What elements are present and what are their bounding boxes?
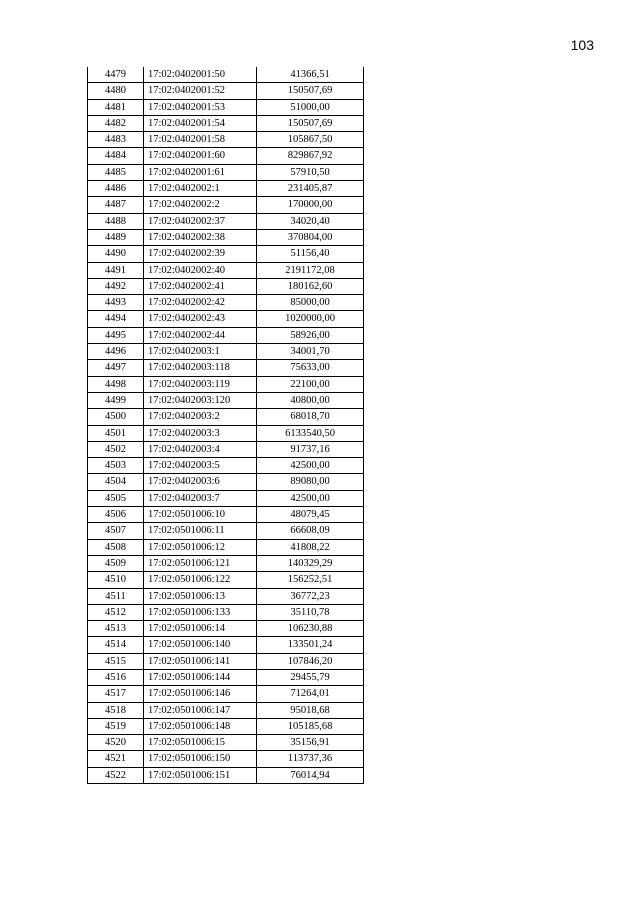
value-cell: 42500,00: [257, 458, 364, 474]
table-row: [88, 181, 364, 197]
value-cell: 91737,16: [257, 441, 364, 457]
value-cell: 133501,24: [257, 637, 364, 653]
table-row: [88, 409, 364, 425]
table-row: [88, 604, 364, 620]
cadastral-number: 17:02:0402002:43: [144, 311, 257, 327]
row-number: 4521: [88, 751, 144, 767]
table-row: [88, 132, 364, 148]
cadastral-number: 17:02:0402003:6: [144, 474, 257, 490]
table-row: [88, 572, 364, 588]
cadastral-number: 17:02:0402001:60: [144, 148, 257, 164]
cadastral-number: 17:02:0402003:118: [144, 360, 257, 376]
row-number: 4490: [88, 246, 144, 262]
cadastral-number: 17:02:0402001:61: [144, 164, 257, 180]
value-cell: 35156,91: [257, 735, 364, 751]
value-cell: 150507,69: [257, 83, 364, 99]
row-number: 4522: [88, 767, 144, 783]
cadastral-number: 17:02:0402003:4: [144, 441, 257, 457]
row-number: 4481: [88, 99, 144, 115]
row-number: 4518: [88, 702, 144, 718]
table-row: [88, 507, 364, 523]
row-number: 4514: [88, 637, 144, 653]
table-row: [88, 669, 364, 685]
value-cell: 107846,20: [257, 653, 364, 669]
cadastral-number: 17:02:0402002:42: [144, 295, 257, 311]
table-row: [88, 115, 364, 131]
cadastral-number: 17:02:0402003:2: [144, 409, 257, 425]
cadastral-number: 17:02:0501006:146: [144, 686, 257, 702]
row-number: 4487: [88, 197, 144, 213]
value-cell: 170000,00: [257, 197, 364, 213]
cadastral-number: 17:02:0402001:52: [144, 83, 257, 99]
table-row: [88, 588, 364, 604]
value-cell: 150507,69: [257, 115, 364, 131]
value-cell: 85000,00: [257, 295, 364, 311]
row-number: 4488: [88, 213, 144, 229]
value-cell: 1020000,00: [257, 311, 364, 327]
table-row: [88, 213, 364, 229]
value-cell: 34001,70: [257, 344, 364, 360]
cadastral-number: 17:02:0501006:15: [144, 735, 257, 751]
cadastral-number: 17:02:0402002:2: [144, 197, 257, 213]
data-table: [87, 67, 364, 784]
cadastral-number: 17:02:0501006:133: [144, 604, 257, 620]
table-row: [88, 67, 364, 83]
row-number: 4501: [88, 425, 144, 441]
cadastral-number: 17:02:0402002:38: [144, 229, 257, 245]
row-number: 4511: [88, 588, 144, 604]
row-number: 4513: [88, 621, 144, 637]
cadastral-number: 17:02:0501006:13: [144, 588, 257, 604]
row-number: 4484: [88, 148, 144, 164]
row-number: 4499: [88, 392, 144, 408]
value-cell: 41808,22: [257, 539, 364, 555]
row-number: 4512: [88, 604, 144, 620]
table-row: [88, 229, 364, 245]
cadastral-number: 17:02:0501006:14: [144, 621, 257, 637]
table-row: [88, 458, 364, 474]
value-cell: 35110,78: [257, 604, 364, 620]
value-cell: 41366,51: [257, 67, 364, 83]
table-row: [88, 751, 364, 767]
table-row: [88, 278, 364, 294]
row-number: 4494: [88, 311, 144, 327]
row-number: 4482: [88, 115, 144, 131]
table-row: [88, 653, 364, 669]
value-cell: 71264,01: [257, 686, 364, 702]
cadastral-number: 17:02:0402003:120: [144, 392, 257, 408]
cadastral-number: 17:02:0402001:58: [144, 132, 257, 148]
value-cell: 36772,23: [257, 588, 364, 604]
table-row: [88, 767, 364, 783]
table-row: [88, 637, 364, 653]
row-number: 4506: [88, 507, 144, 523]
value-cell: 58926,00: [257, 327, 364, 343]
row-number: 4496: [88, 344, 144, 360]
row-number: 4504: [88, 474, 144, 490]
value-cell: 75633,00: [257, 360, 364, 376]
table-row: [88, 474, 364, 490]
value-cell: 370804,00: [257, 229, 364, 245]
cadastral-number: 17:02:0501006:147: [144, 702, 257, 718]
table-row: [88, 539, 364, 555]
cadastral-number: 17:02:0402002:1: [144, 181, 257, 197]
table-row: [88, 686, 364, 702]
value-cell: 105867,50: [257, 132, 364, 148]
value-cell: 22100,00: [257, 376, 364, 392]
row-number: 4502: [88, 441, 144, 457]
cadastral-number: 17:02:0402001:50: [144, 67, 257, 83]
value-cell: 106230,88: [257, 621, 364, 637]
value-cell: 156252,51: [257, 572, 364, 588]
row-number: 4483: [88, 132, 144, 148]
value-cell: 42500,00: [257, 490, 364, 506]
cadastral-number: 17:02:0501006:150: [144, 751, 257, 767]
row-number: 4515: [88, 653, 144, 669]
row-number: 4500: [88, 409, 144, 425]
row-number: 4498: [88, 376, 144, 392]
table-row: [88, 376, 364, 392]
cadastral-number: 17:02:0402003:1: [144, 344, 257, 360]
row-number: 4485: [88, 164, 144, 180]
row-number: 4507: [88, 523, 144, 539]
value-cell: 89080,00: [257, 474, 364, 490]
row-number: 4497: [88, 360, 144, 376]
table-row: [88, 246, 364, 262]
value-cell: 76014,94: [257, 767, 364, 783]
cadastral-number: 17:02:0501006:151: [144, 767, 257, 783]
cadastral-number: 17:02:0501006:144: [144, 669, 257, 685]
cadastral-number: 17:02:0402003:119: [144, 376, 257, 392]
table-row: [88, 344, 364, 360]
table-row: [88, 327, 364, 343]
value-cell: 95018,68: [257, 702, 364, 718]
row-number: 4480: [88, 83, 144, 99]
cadastral-number: 17:02:0402003:3: [144, 425, 257, 441]
row-number: 4486: [88, 181, 144, 197]
cadastral-number: 17:02:0402002:40: [144, 262, 257, 278]
table-row: [88, 735, 364, 751]
value-cell: 6133540,50: [257, 425, 364, 441]
table-row: [88, 360, 364, 376]
row-number: 4492: [88, 278, 144, 294]
cadastral-number: 17:02:0402002:44: [144, 327, 257, 343]
value-cell: 113737,36: [257, 751, 364, 767]
value-cell: 2191172,08: [257, 262, 364, 278]
row-number: 4510: [88, 572, 144, 588]
row-number: 4508: [88, 539, 144, 555]
cadastral-number: 17:02:0402001:53: [144, 99, 257, 115]
value-cell: 68018,70: [257, 409, 364, 425]
value-cell: 180162,60: [257, 278, 364, 294]
table-row: [88, 311, 364, 327]
value-cell: 48079,45: [257, 507, 364, 523]
table-row: [88, 702, 364, 718]
row-number: 4493: [88, 295, 144, 311]
row-number: 4519: [88, 718, 144, 734]
value-cell: 140329,29: [257, 555, 364, 571]
value-cell: 29455,79: [257, 669, 364, 685]
table-row: [88, 262, 364, 278]
cadastral-number: 17:02:0501006:10: [144, 507, 257, 523]
row-number: 4489: [88, 229, 144, 245]
table-row: [88, 164, 364, 180]
row-number: 4495: [88, 327, 144, 343]
cadastral-number: 17:02:0501006:122: [144, 572, 257, 588]
cadastral-number: 17:02:0402002:41: [144, 278, 257, 294]
table-row: [88, 83, 364, 99]
row-number: 4517: [88, 686, 144, 702]
value-cell: 66608,09: [257, 523, 364, 539]
table-row: [88, 523, 364, 539]
table-row: [88, 99, 364, 115]
table-row: [88, 148, 364, 164]
cadastral-number: 17:02:0501006:11: [144, 523, 257, 539]
row-number: 4491: [88, 262, 144, 278]
value-cell: 40800,00: [257, 392, 364, 408]
row-number: 4520: [88, 735, 144, 751]
cadastral-number: 17:02:0402003:7: [144, 490, 257, 506]
cadastral-number: 17:02:0501006:140: [144, 637, 257, 653]
row-number: 4505: [88, 490, 144, 506]
row-number: 4479: [88, 67, 144, 83]
table-row: [88, 392, 364, 408]
value-cell: 829867,92: [257, 148, 364, 164]
cadastral-number: 17:02:0501006:121: [144, 555, 257, 571]
cadastral-number: 17:02:0501006:141: [144, 653, 257, 669]
value-cell: 51000,00: [257, 99, 364, 115]
table-row: [88, 197, 364, 213]
cadastral-number: 17:02:0402002:39: [144, 246, 257, 262]
table-row: [88, 425, 364, 441]
cadastral-number: 17:02:0402001:54: [144, 115, 257, 131]
cadastral-number: 17:02:0501006:148: [144, 718, 257, 734]
table-body: [88, 67, 364, 784]
value-cell: 57910,50: [257, 164, 364, 180]
table-row: [88, 621, 364, 637]
table-row: [88, 718, 364, 734]
value-cell: 105185,68: [257, 718, 364, 734]
value-cell: 51156,40: [257, 246, 364, 262]
cadastral-number: 17:02:0402003:5: [144, 458, 257, 474]
value-cell: 34020,40: [257, 213, 364, 229]
value-cell: 231405,87: [257, 181, 364, 197]
row-number: 4509: [88, 555, 144, 571]
cadastral-number: 17:02:0501006:12: [144, 539, 257, 555]
table-row: [88, 490, 364, 506]
table-row: [88, 295, 364, 311]
row-number: 4503: [88, 458, 144, 474]
table-row: [88, 555, 364, 571]
page-number: 103: [570, 37, 594, 53]
row-number: 4516: [88, 669, 144, 685]
table-row: [88, 441, 364, 457]
cadastral-number: 17:02:0402002:37: [144, 213, 257, 229]
